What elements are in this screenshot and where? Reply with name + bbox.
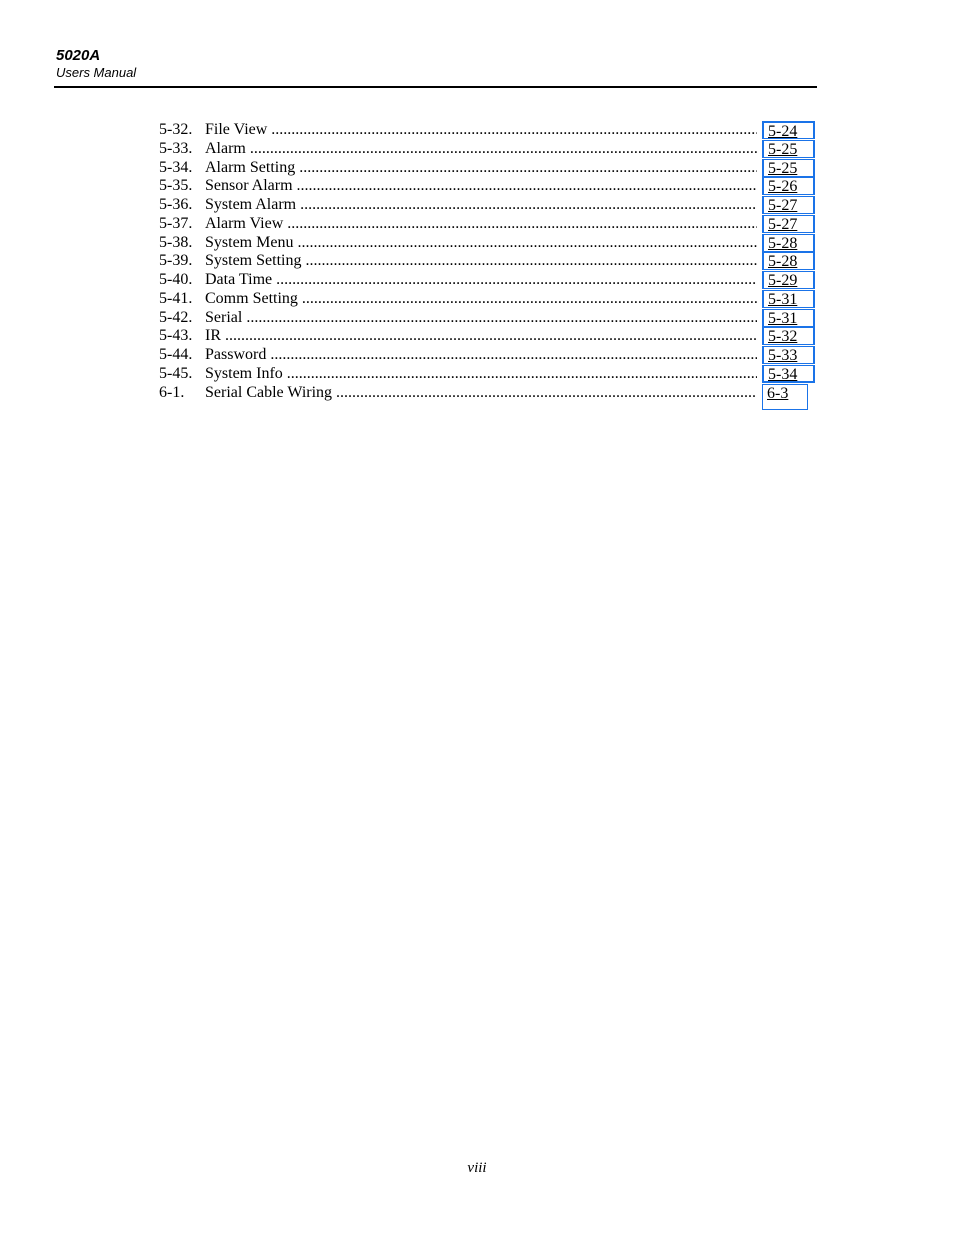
- toc-row: [159, 196, 819, 215]
- figure-number: 5-44.: [159, 346, 193, 363]
- figure-number: 5-37.: [159, 214, 193, 232]
- figure-title: System Setting .....: [205, 252, 757, 271]
- toc-row: [159, 234, 819, 253]
- page-link[interactable]: 5-31: [762, 290, 815, 308]
- toc-row: [159, 327, 819, 346]
- toc-row: [159, 346, 819, 365]
- figure-title: System Alarm .....: [205, 196, 757, 215]
- page-link[interactable]: 5-31: [762, 309, 815, 327]
- toc-row: [159, 140, 819, 159]
- toc-row: [159, 384, 819, 403]
- toc-row: [159, 365, 819, 384]
- toc-row: [159, 252, 819, 271]
- figure-title: System Info .....: [205, 365, 757, 384]
- page-link[interactable]: 6-3: [762, 384, 808, 410]
- figure-number: 5-33.: [159, 139, 193, 157]
- figure-title: System Menu .....: [205, 234, 757, 253]
- figure-number: 5-36.: [159, 196, 193, 213]
- figure-title: IR .....: [205, 327, 757, 346]
- page-link[interactable]: 5-32: [762, 327, 815, 345]
- figure-number: 5-45.: [159, 364, 193, 382]
- toc-row: [159, 121, 819, 140]
- page-link[interactable]: 5-27: [762, 196, 815, 214]
- toc-row: [159, 159, 819, 178]
- header-rule: [54, 86, 817, 88]
- figure-number: 5-34.: [159, 158, 193, 176]
- figure-title: Comm Setting .....: [205, 290, 757, 309]
- figure-title: Sensor Alarm .....: [205, 177, 757, 196]
- figure-number: 5-39.: [159, 252, 193, 270]
- figure-number: 5-42.: [159, 308, 193, 326]
- page-number: viii: [467, 1160, 487, 1176]
- page-link[interactable]: 5-27: [762, 215, 815, 233]
- page-link[interactable]: 5-25: [762, 159, 815, 177]
- figure-number: 5-41.: [159, 289, 193, 307]
- figure-number: 6-1.: [159, 383, 185, 401]
- figure-title: File View .....: [205, 121, 757, 140]
- toc-row: [159, 177, 819, 196]
- table-of-figures: [159, 121, 819, 402]
- page-link[interactable]: 5-33: [762, 346, 815, 364]
- page-header: [56, 47, 136, 81]
- figure-number: 5-32.: [159, 121, 193, 138]
- figure-number: 5-43.: [159, 327, 193, 345]
- page-link[interactable]: 5-28: [762, 252, 815, 270]
- page-link[interactable]: 5-29: [762, 271, 815, 289]
- figure-title: Alarm .....: [205, 140, 757, 159]
- figure-number: 5-40.: [159, 271, 193, 288]
- figure-title: Alarm Setting .....: [205, 159, 757, 178]
- toc-row: [159, 309, 819, 328]
- figure-number: 5-38.: [159, 233, 193, 251]
- page-link[interactable]: 5-28: [762, 234, 815, 252]
- page-link[interactable]: 5-24: [762, 121, 815, 139]
- page-link[interactable]: 5-25: [762, 140, 815, 158]
- figure-title: Password .....: [205, 346, 757, 365]
- figure-title: Data Time .....: [205, 271, 757, 290]
- figure-title: Alarm View .....: [205, 215, 757, 234]
- toc-row: [159, 290, 819, 309]
- model-name: 5020A: [56, 47, 101, 64]
- manual-subtitle: Users Manual: [56, 65, 137, 80]
- page-link[interactable]: 5-34: [762, 365, 815, 383]
- figure-number: 5-35.: [159, 177, 193, 195]
- figure-title: Serial Cable Wiring .....: [205, 384, 757, 403]
- toc-row: [159, 215, 819, 234]
- figure-title: Serial .....: [205, 309, 757, 328]
- page-link[interactable]: 5-26: [762, 177, 815, 195]
- toc-row: [159, 271, 819, 290]
